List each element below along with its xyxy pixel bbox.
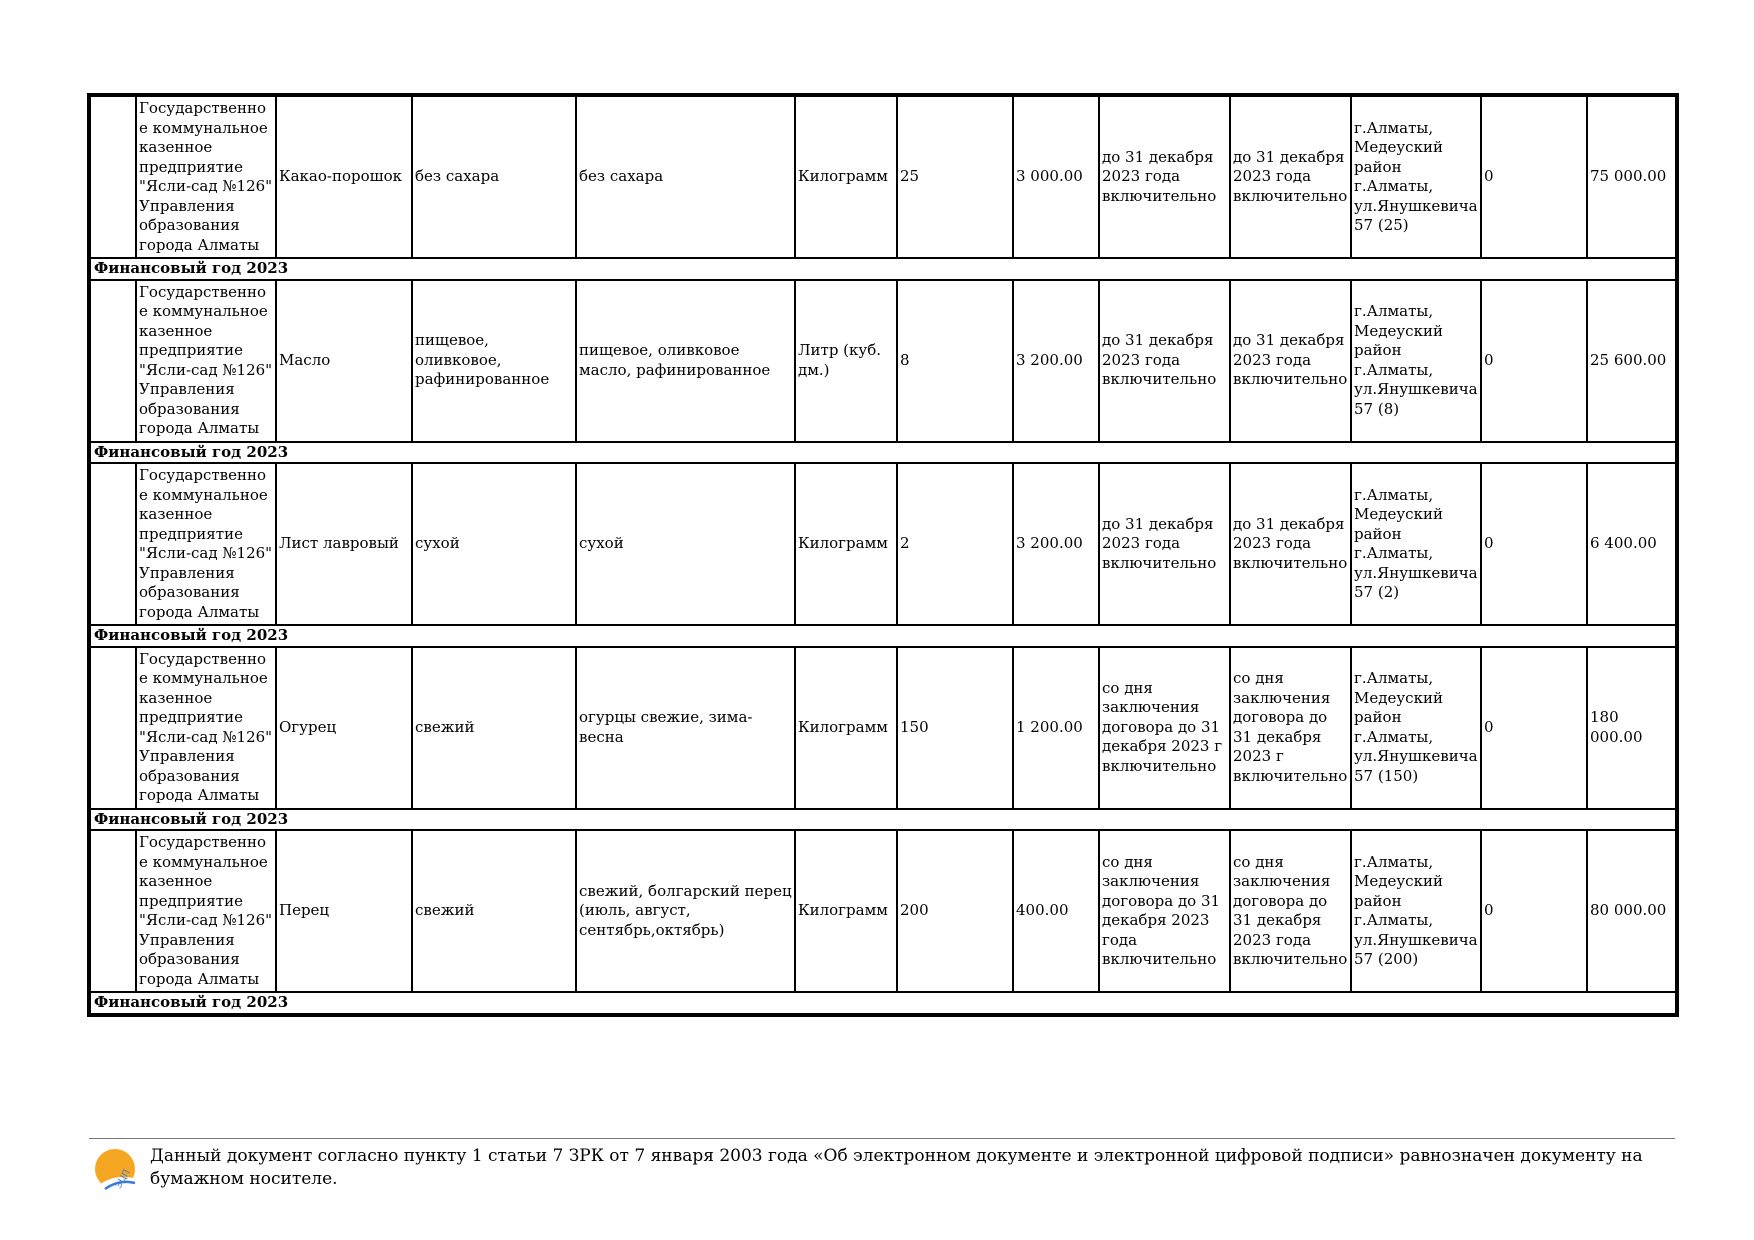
item-additional-description-cell: огурцы свежие, зима-весна [576,647,795,809]
unit-price-cell: 400.00 [1013,830,1099,992]
delivery-term-cell: со дня заключения договора до 31 декабря 2023 года включительно [1099,830,1230,992]
legal-notice-text: Данный документ согласно пункту 1 статьи 7 ЗРК от 7 января 2003 года «Об электронном документе и электронной цифровой подписи» равнозначен документу на бумажном носителе. [150,1146,1643,1189]
item-name-cell: Масло [276,280,412,442]
customer-organization-cell: Государственное коммунальное казенное предприятие "Ясли-сад №126" Управления образования города Алматы [136,280,276,442]
delivery-term-cell: со дня заключения договора до 31 декабря 2023 г включительно [1099,647,1230,809]
unit-price-cell: 1 200.00 [1013,647,1099,809]
delivery-place-cell: г.Алматы, Медеуский район г.Алматы, ул.Янушкевича 57 (150) [1351,647,1481,809]
delivery-term-cell: до 31 декабря 2023 года включительно [1099,280,1230,442]
quantity-cell: 200 [897,830,1013,992]
item-name-cell: Какао-порошок [276,96,412,258]
customer-organization-cell: Государственное коммунальное казенное предприятие "Ясли-сад №126" Управления образования города Алматы [136,830,276,992]
fiscal-year-label: Финансовый год 2023 [90,809,1676,831]
item-additional-description-cell: свежий, болгарский перец (июль, август, сентябрь,октябрь) [576,830,795,992]
delivery-term-end-cell: до 31 декабря 2023 года включительно [1230,96,1351,258]
svg-text:ЭЦП: ЭЦП [113,1168,133,1191]
quantity-cell: 8 [897,280,1013,442]
item-additional-description-cell: пищевое, оливковое масло, рафинированное [576,280,795,442]
row-number-cell [90,647,136,809]
item-additional-description-cell: без сахара [576,96,795,258]
row-number-cell [90,96,136,258]
customer-organization-cell: Государственное коммунальное казенное предприятие "Ясли-сад №126" Управления образования города Алматы [136,463,276,625]
unit-cell: Килограмм [795,830,897,992]
table-row [90,463,1676,625]
advance-payment-cell: 0 [1481,96,1587,258]
unit-cell: Килограмм [795,96,897,258]
advance-payment-cell: 0 [1481,280,1587,442]
total-sum-cell: 25 600.00 [1587,280,1676,442]
delivery-place-cell: г.Алматы, Медеуский район г.Алматы, ул.Янушкевича 57 (8) [1351,280,1481,442]
delivery-term-end-cell: со дня заключения договора до 31 декабря 2023 г включительно [1230,647,1351,809]
delivery-place-cell: г.Алматы, Медеуский район г.Алматы, ул.Янушкевича 57 (25) [1351,96,1481,258]
fiscal-year-row [90,258,1676,280]
procurement-table [89,95,1677,1015]
delivery-place-cell: г.Алматы, Медеуский район г.Алматы, ул.Янушкевича 57 (200) [1351,830,1481,992]
advance-payment-cell: 0 [1481,647,1587,809]
fiscal-year-row [90,442,1676,464]
quantity-cell: 25 [897,96,1013,258]
fiscal-year-row [90,992,1676,1014]
fiscal-year-label: Финансовый год 2023 [90,625,1676,647]
delivery-place-cell: г.Алматы, Медеуский район г.Алматы, ул.Янушкевича 57 (2) [1351,463,1481,625]
row-number-cell [90,280,136,442]
footer [89,1138,1675,1191]
table-body [90,96,1676,1014]
delivery-term-cell: до 31 декабря 2023 года включительно [1099,463,1230,625]
row-number-cell [90,463,136,625]
unit-cell: Килограмм [795,647,897,809]
item-characteristic-cell: свежий [412,830,576,992]
fiscal-year-label: Финансовый год 2023 [90,442,1676,464]
total-sum-cell: 180 000.00 [1587,647,1676,809]
customer-organization-cell: Государственное коммунальное казенное предприятие "Ясли-сад №126" Управления образования города Алматы [136,647,276,809]
fiscal-year-row [90,625,1676,647]
item-additional-description-cell: сухой [576,463,795,625]
digital-signature-logo-icon [93,1145,141,1193]
row-number-cell [90,830,136,992]
unit-price-cell: 3 200.00 [1013,280,1099,442]
unit-price-cell: 3 200.00 [1013,463,1099,625]
item-characteristic-cell: без сахара [412,96,576,258]
total-sum-cell: 80 000.00 [1587,830,1676,992]
quantity-cell: 2 [897,463,1013,625]
table-row [90,647,1676,809]
delivery-term-cell: до 31 декабря 2023 года включительно [1099,96,1230,258]
table-row [90,96,1676,258]
unit-cell: Литр (куб. дм.) [795,280,897,442]
quantity-cell: 150 [897,647,1013,809]
delivery-term-end-cell: до 31 декабря 2023 года включительно [1230,463,1351,625]
fiscal-year-row [90,809,1676,831]
procurement-table-wrapper [89,95,1677,1015]
advance-payment-cell: 0 [1481,463,1587,625]
item-characteristic-cell: пищевое, оливковое, рафинированное [412,280,576,442]
unit-price-cell: 3 000.00 [1013,96,1099,258]
delivery-term-end-cell: со дня заключения договора до 31 декабря 2023 года включительно [1230,830,1351,992]
item-characteristic-cell: свежий [412,647,576,809]
unit-cell: Килограмм [795,463,897,625]
item-name-cell: Перец [276,830,412,992]
delivery-term-end-cell: до 31 декабря 2023 года включительно [1230,280,1351,442]
customer-organization-cell: Государственное коммунальное казенное предприятие "Ясли-сад №126" Управления образования города Алматы [136,96,276,258]
fiscal-year-label: Финансовый год 2023 [90,258,1676,280]
table-row [90,280,1676,442]
total-sum-cell: 75 000.00 [1587,96,1676,258]
item-characteristic-cell: сухой [412,463,576,625]
table-row [90,830,1676,992]
advance-payment-cell: 0 [1481,830,1587,992]
item-name-cell: Лист лавровый [276,463,412,625]
item-name-cell: Огурец [276,647,412,809]
fiscal-year-label: Финансовый год 2023 [90,992,1676,1014]
total-sum-cell: 6 400.00 [1587,463,1676,625]
